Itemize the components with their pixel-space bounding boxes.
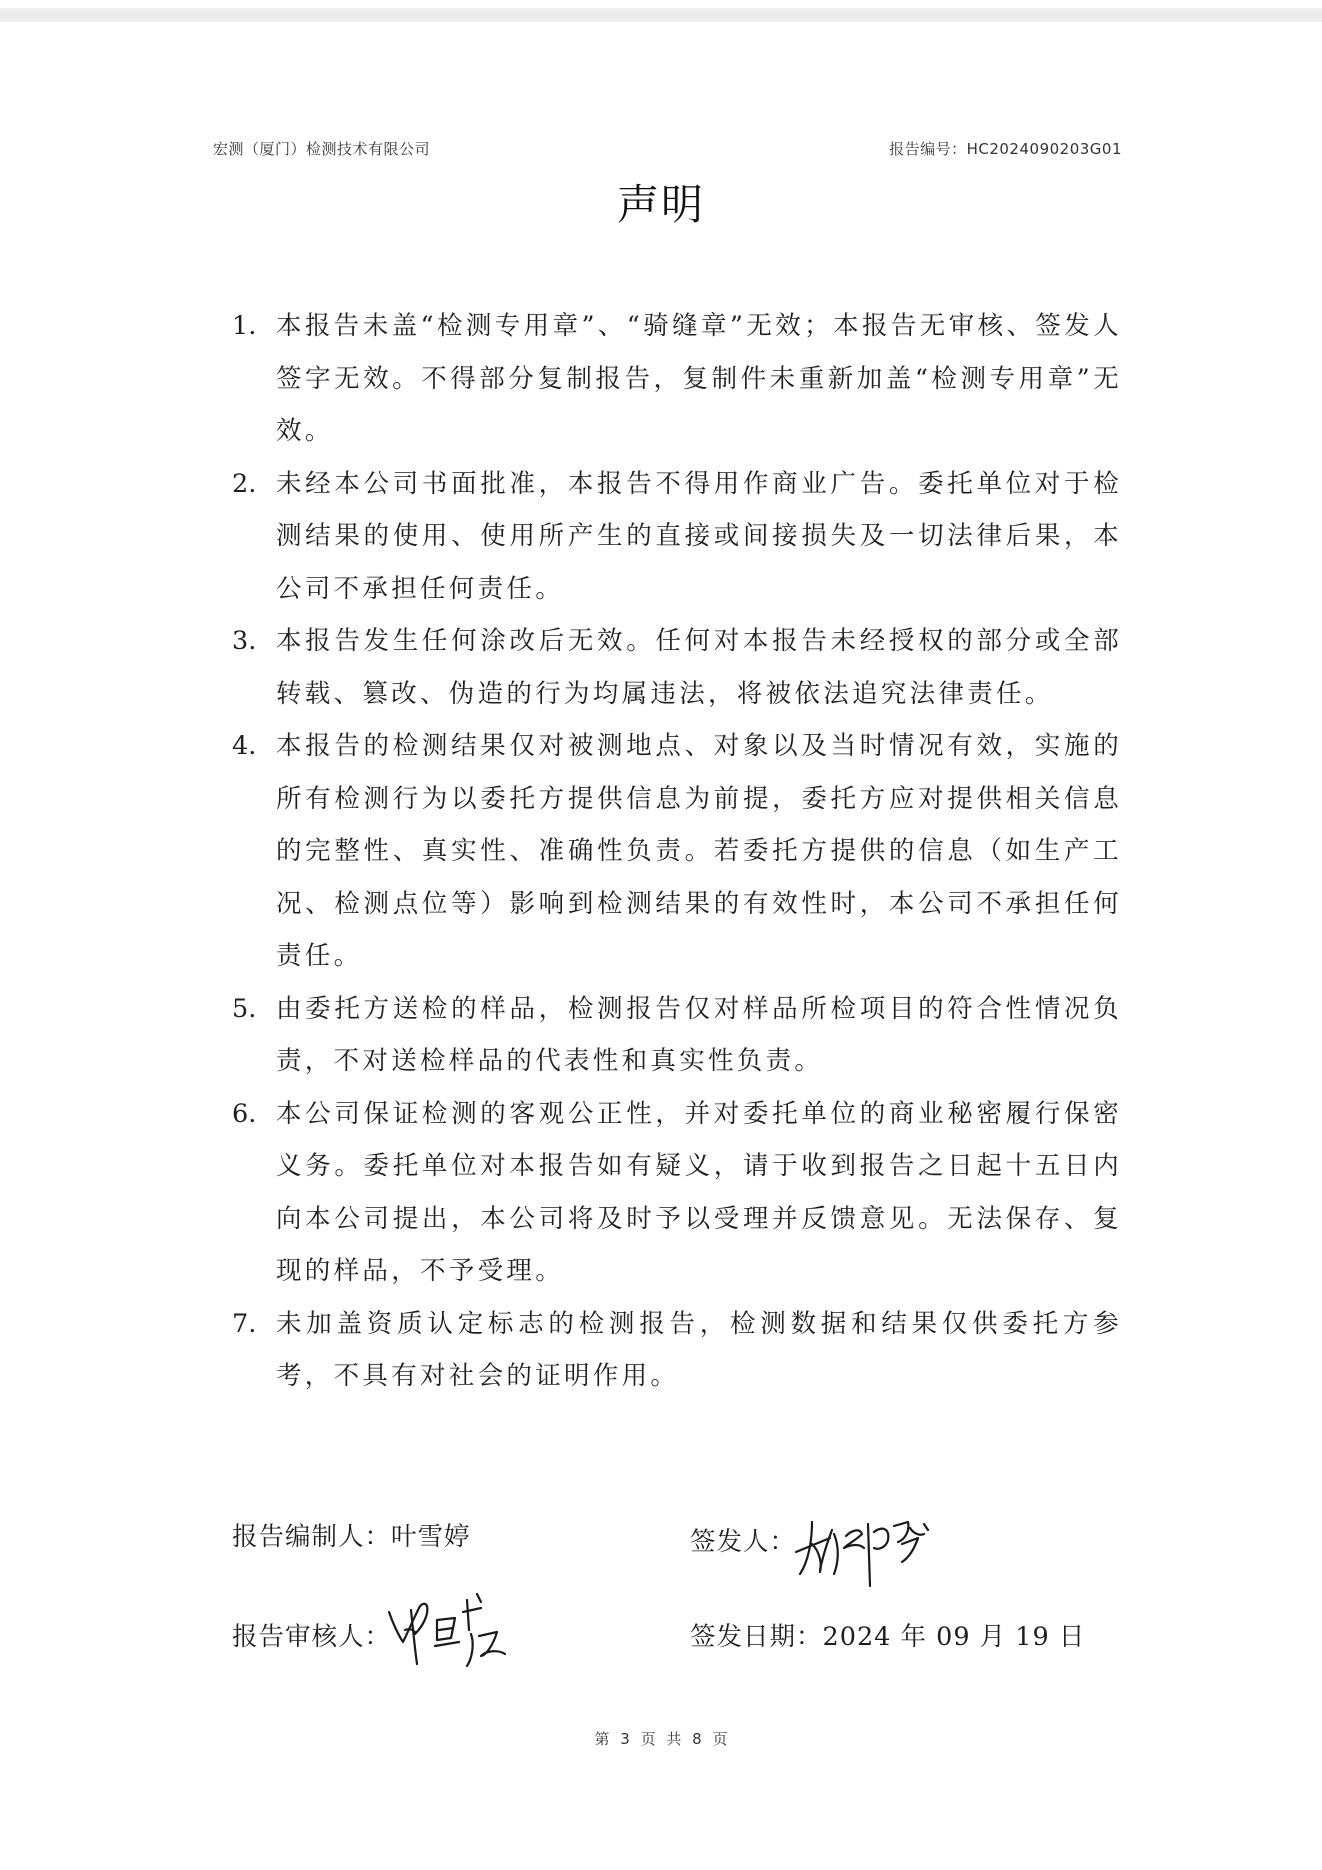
item-text: 本报告发生任何涂改后无效。任何对本报告未经授权的部分或全部转载、篡改、伪造的行为均属违法，将被依法追究法律责任。 (276, 626, 1122, 709)
item-text: 本报告的检测结果仅对被测地点、对象以及当时情况有效，实施的所有检测行为以委托方提供信息为前提，委托方应对提供相关信息的完整性、真实性、准确性负责。若委托方提供的信息（如生产工况、检测点位等）影响到检测结果的有效性时，本公司不承担任何责任。 (276, 731, 1122, 971)
report-number-label: 报告编号： (889, 140, 967, 158)
reviewer-signature (385, 1590, 525, 1670)
declaration-item (232, 1088, 1122, 1298)
reviewer-field (232, 1617, 391, 1653)
company-name: 宏测（厦门）检测技术有限公司 (213, 140, 431, 158)
item-text: 本公司保证检测的客观公正性，并对委托单位的商业秘密履行保密义务。委托单位对本报告如有疑义，请于收到报告之日起十五日内向本公司提出，本公司将及时予以受理并反馈意见。无法保存、复现的样品，不予受理。 (276, 1098, 1122, 1286)
issue-date-field (690, 1617, 1085, 1653)
item-number: 2. (232, 468, 257, 499)
declaration-item (232, 458, 1122, 616)
issuer-signature (790, 1508, 970, 1588)
item-text: 未加盖资质认定标志的检测报告，检测数据和结果仅供委托方参考，不具有对社会的证明作用。 (276, 1308, 1122, 1391)
report-number (889, 138, 1122, 159)
issuer-label: 签发人： (690, 1527, 797, 1557)
compiler-field (232, 1517, 471, 1553)
declaration-item (232, 983, 1122, 1088)
issue-date-label: 签发日期： (690, 1622, 823, 1652)
item-text: 本报告未盖“检测专用章”、“骑缝章”无效；本报告无审核、签发人签字无效。不得部分复制报告，复制件未重新加盖“检测专用章”无效。 (276, 311, 1122, 446)
issue-date-value: 2024 年 09 月 19 日 (822, 1622, 1086, 1652)
compiler-name: 叶雪婷 (391, 1522, 471, 1552)
item-number: 1. (232, 311, 257, 341)
item-text: 由委托方送检的样品，检测报告仅对样品所检项目的符合性情况负责，不对送检样品的代表性和真实性负责。 (276, 993, 1122, 1076)
declaration-item (232, 615, 1122, 720)
declaration-item (232, 720, 1122, 983)
page-number: 第 3 页 共 8 页 (594, 1730, 728, 1748)
reviewer-label: 报告审核人： (232, 1622, 392, 1652)
report-number-value: HC2024090203G01 (966, 140, 1122, 158)
declaration-list (232, 300, 1122, 1403)
item-number: 7. (232, 1308, 257, 1339)
declaration-item (232, 1298, 1122, 1403)
compiler-label: 报告编制人： (232, 1522, 392, 1552)
item-number: 6. (232, 1098, 257, 1129)
item-text: 未经本公司书面批准，本报告不得用作商业广告。委托单位对于检测结果的使用、使用所产生的直接或间接损失及一切法律后果，本公司不承担任何责任。 (276, 468, 1122, 604)
item-number: 5. (232, 993, 257, 1024)
issuer-field (690, 1522, 796, 1558)
item-number: 4. (232, 731, 257, 761)
item-number: 3. (232, 626, 257, 656)
page-title: 声明 (616, 180, 705, 229)
declaration-item (232, 300, 1122, 458)
